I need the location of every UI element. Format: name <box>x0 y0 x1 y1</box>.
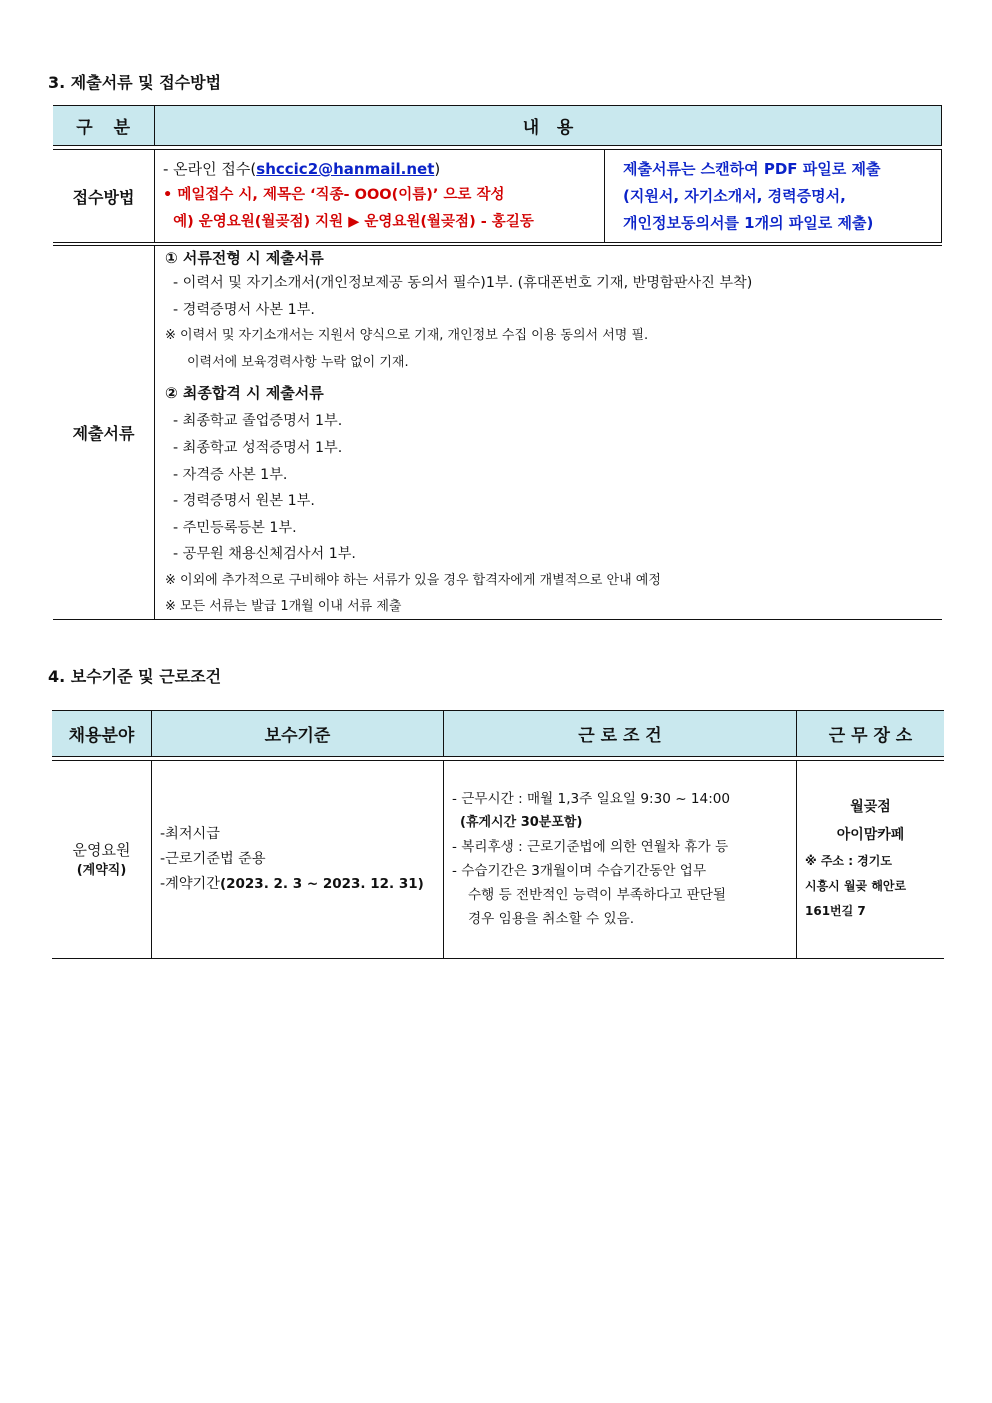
place-cell: 월곶점 아이맘카페 ※ 주소 : 경기도 시흥시 월곶 해안로 161번길 7 <box>797 761 945 959</box>
reception-label: 접수방법 <box>53 150 155 243</box>
note: ※ 이외에 추가적으로 구비해야 하는 서류가 있을 경우 합격자에게 개별적으로 안내 예정 <box>165 572 661 588</box>
reception-note: 제출서류는 스캔하여 PDF 파일로 제출 (지원서, 자기소개서, 경력증명서, 개인정보동의서를 1개의 파일로 제출) <box>605 150 942 243</box>
header-category: 구 분 <box>53 106 155 146</box>
header-conditions: 근 로 조 건 <box>444 711 797 757</box>
reception-content: - 온라인 접수(shccic2@hanmail.net) • 메일접수 시, 제목은 ‘직종- OOO(이름)’ 으로 작성 예) 운영요원(월곶점) 지원 ▶ 운영요원(월곶점) - 홍길동 <box>155 150 605 243</box>
note: ※ 이력서 및 자기소개서는 지원서 양식으로 기재, 개인정보 수집 이용 동의서 서명 필. <box>165 328 649 344</box>
final-title: ② 최종합격 시 제출서류 <box>165 384 324 403</box>
header-field: 채용분야 <box>52 711 152 757</box>
note: ※ 모든 서류는 발급 1개월 이내 서류 제출 <box>165 598 402 614</box>
header-pay: 보수기준 <box>152 711 444 757</box>
submission-table <box>53 105 942 620</box>
list-item: - 경력증명서 원본 1부. <box>173 493 315 510</box>
list-item: - 최종학교 성적증명서 1부. <box>173 439 343 456</box>
mail-subject-example: 예) 운영요원(월곶점) 지원 ▶ 운영요원(월곶점) - 홍길동 <box>163 214 534 230</box>
mail-subject-rule: • 메일접수 시, 제목은 ‘직종- OOO(이름)’ 으로 작성 <box>163 187 505 203</box>
documents-label: 제출서류 <box>53 246 155 620</box>
header-content: 내 용 <box>155 106 942 146</box>
pay-conditions-table <box>52 710 944 959</box>
field-cell: 운영요원 (계약직) <box>52 761 152 959</box>
list-item: - 자격증 사본 1부. <box>173 466 288 483</box>
documents-content <box>155 246 942 620</box>
list-item: - 이력서 및 자기소개서(개인정보제공 동의서 필수)1부. (휴대폰번호 기재, 반명함판사진 부착) <box>173 275 753 291</box>
header-place: 근 무 장 소 <box>797 711 945 757</box>
section4-title: 4. 보수기준 및 근로조건 <box>48 667 222 686</box>
list-item: - 경력증명서 사본 1부. <box>173 301 315 318</box>
section3-title: 3. 제출서류 및 접수방법 <box>48 73 222 92</box>
list-item: - 주민등록등본 1부. <box>173 519 297 536</box>
note: 이력서에 보육경력사항 누락 없이 기재. <box>187 354 409 370</box>
pay-cell: -최저시급 -근로기준법 준용 -계약기간(2023. 2. 3 ~ 2023. 12. 31) <box>152 761 444 959</box>
list-item: - 최종학교 졸업증명서 1부. <box>173 413 343 430</box>
conditions-cell: - 근무시간 : 매월 1,3주 일요일 9:30 ~ 14:00 (휴게시간 30분포함) - 복리후생 : 근로기준법에 의한 연월차 휴가 등 - 수습기간은 3개월이며 수습기간동안 업무 수행 등 전반적인 능력이 부족하다고 판단될 경우 임용을 취소할 수 있음. <box>444 761 797 959</box>
screening-title: ① 서류전형 시 제출서류 <box>165 249 324 267</box>
email-link[interactable]: shccic2@hanmail.net <box>256 160 435 178</box>
list-item: - 공무원 채용신체검사서 1부. <box>173 546 356 563</box>
